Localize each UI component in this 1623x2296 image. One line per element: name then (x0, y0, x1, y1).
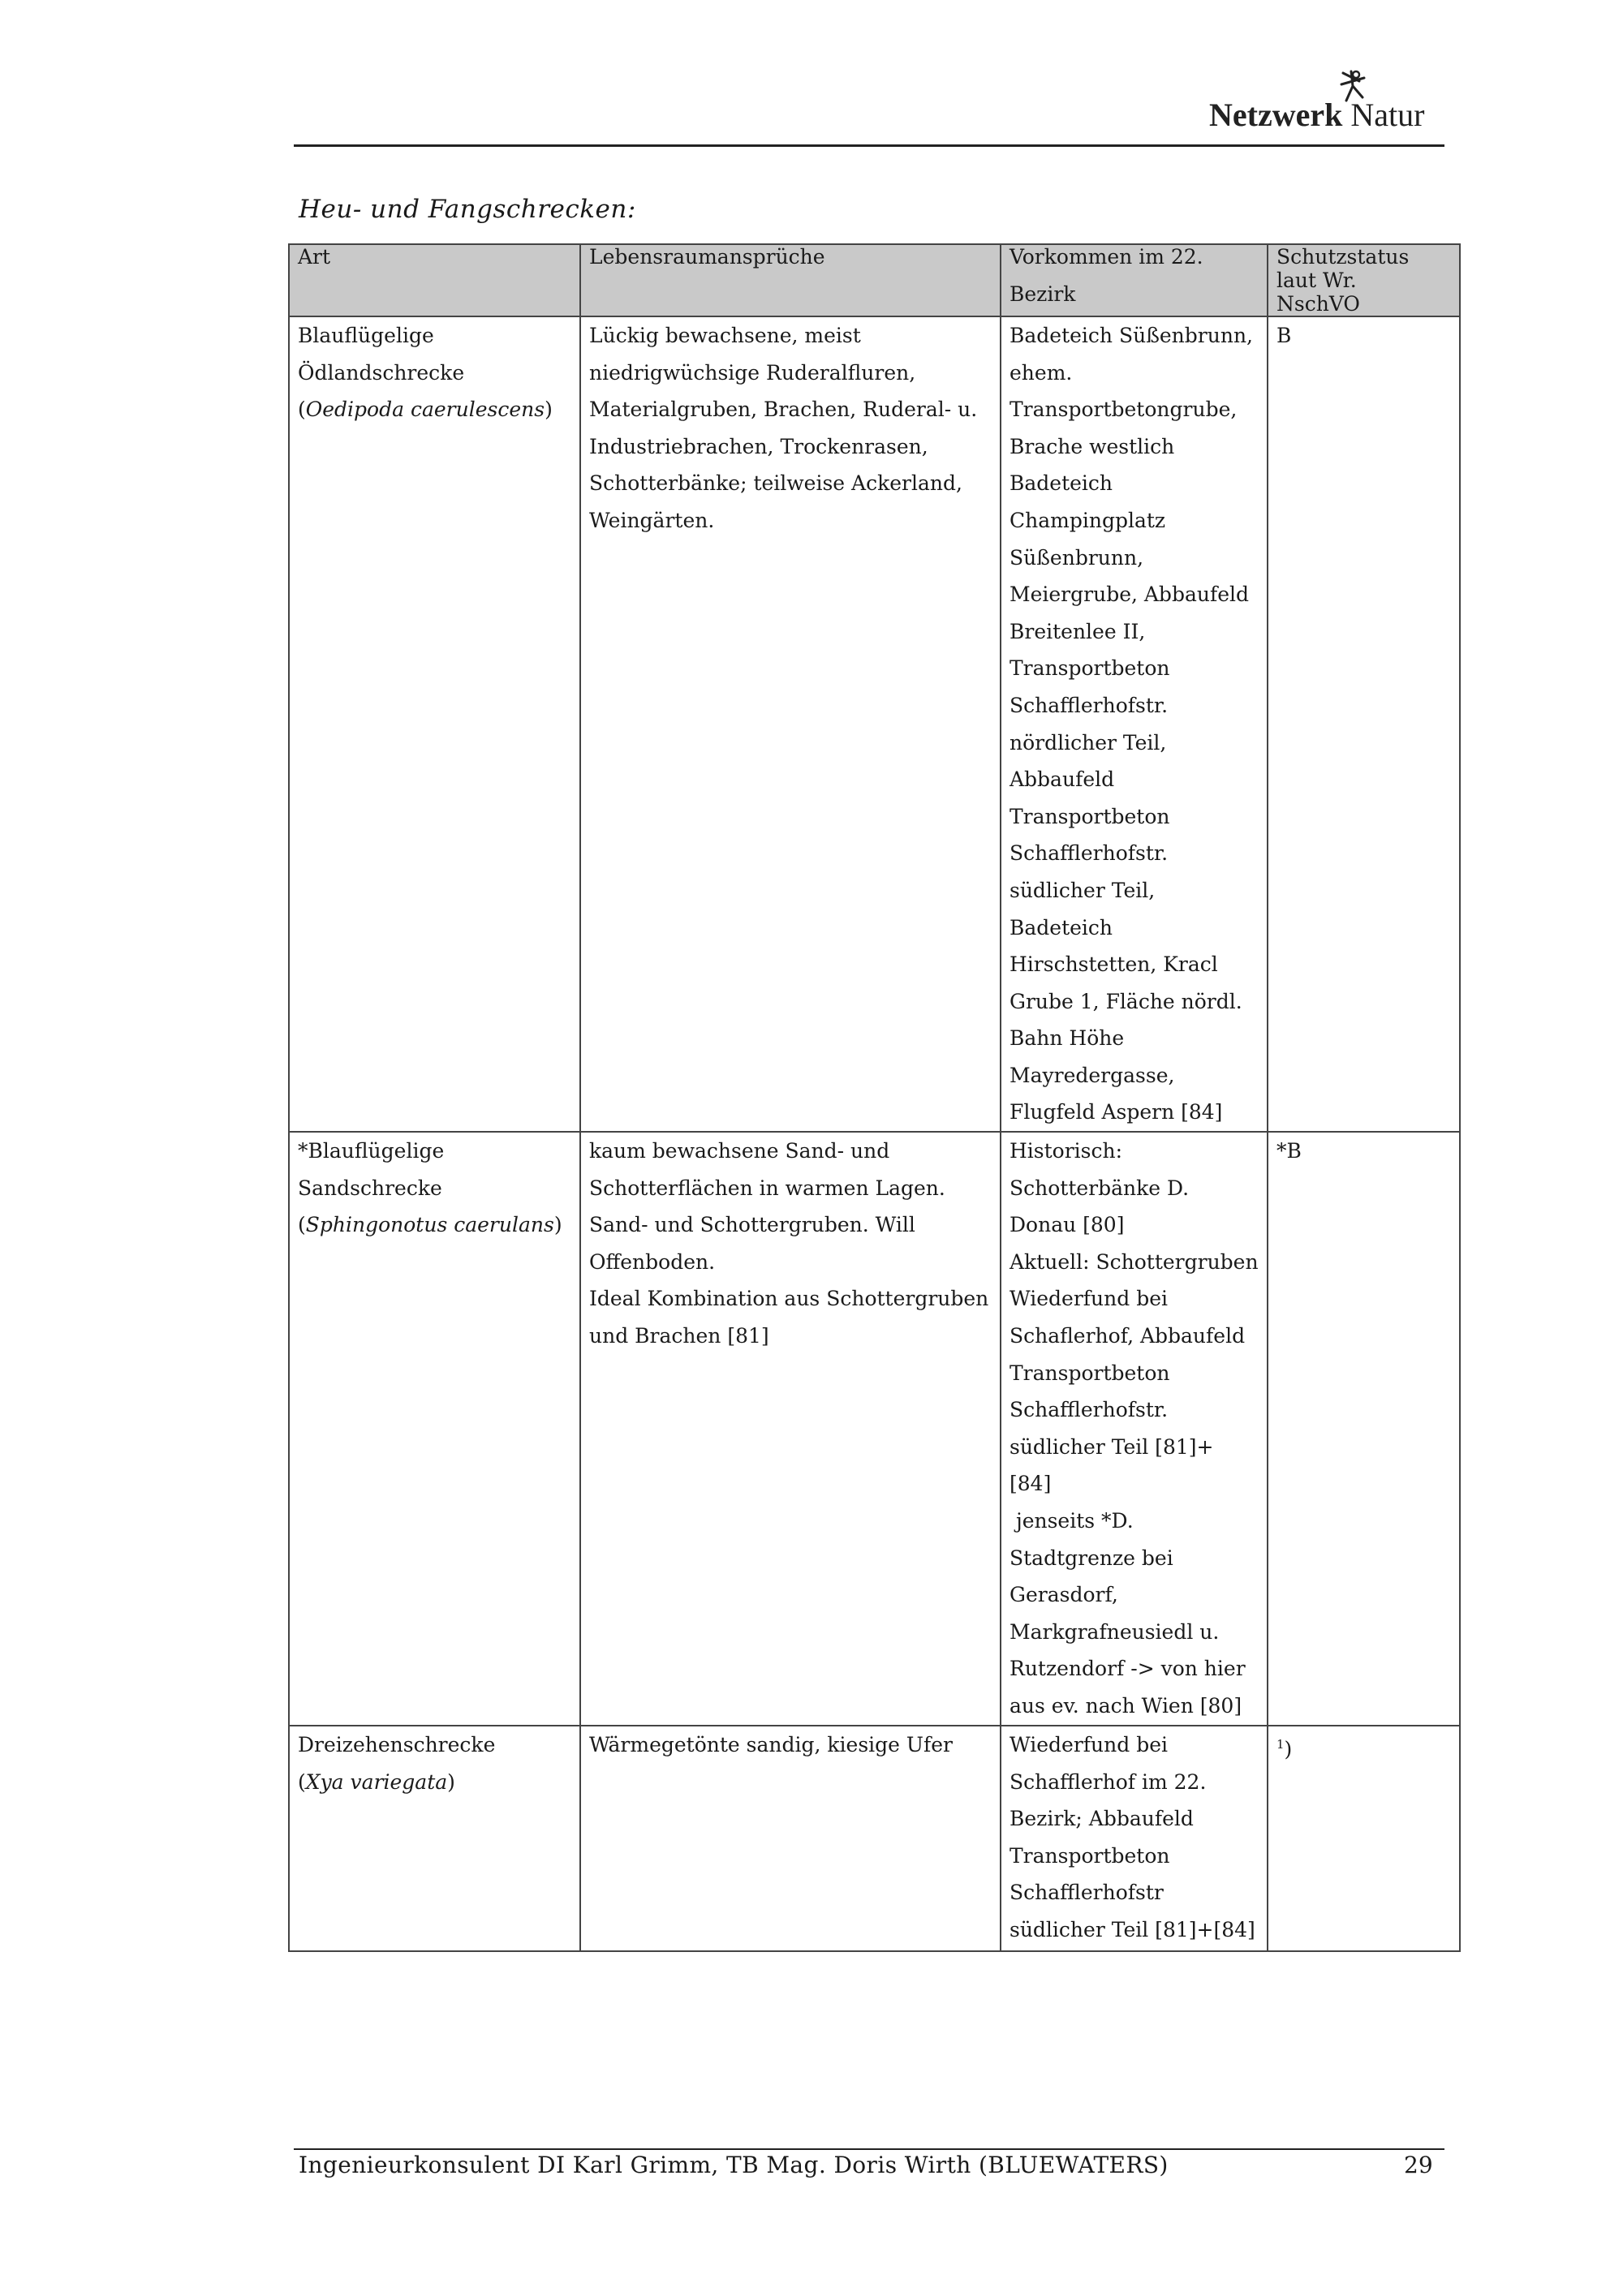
footer-rule (294, 2148, 1444, 2150)
species-name-cell: *Blauflügelige Sandschrecke (Sphingonotus caerulans) (289, 1132, 580, 1726)
netzwerk-natur-logo (1209, 67, 1453, 131)
table-row (289, 1726, 1460, 1951)
column-header-vorkommen: Vorkommen im 22. Bezirk (1001, 244, 1268, 316)
table-row (289, 1132, 1460, 1726)
footnote-marker: 1 (1276, 1737, 1285, 1752)
column-header-schutzstatus: Schutzstatus laut Wr. NschVO (1268, 244, 1460, 316)
occurrence-cell: Wiederfund bei Schafflerhof im 22. Bezirk; Abbaufeld Transportbeton Schafflerhofstr südlicher Teil [81]+[84] (1001, 1726, 1268, 1951)
habitat-cell: Wärmegetönte sandig, kiesige Ufer (580, 1726, 1001, 1951)
page-number: 29 (1404, 2152, 1433, 2178)
habitat-cell: kaum bewachsene Sand- und Schotterflächen in warmen Lagen. Sand- und Schottergruben. Will Offenboden. Ideal Kombination aus Schottergruben und Brachen [81] (580, 1132, 1001, 1726)
species-name-cell: Blauflügelige Ödlandschrecke (Oedipoda caerulescens) (289, 316, 580, 1132)
protection-status-cell: $^1$) (1268, 1726, 1460, 1951)
table-header-row (289, 244, 1460, 316)
species-table (288, 243, 1461, 1952)
species-name-cell: Dreizehenschrecke (Xya variegata) (289, 1726, 580, 1951)
column-header-art: Art (289, 244, 580, 316)
table-row (289, 316, 1460, 1132)
logo-text: Netzwerk Natur (1209, 97, 1425, 133)
occurrence-cell: Badeteich Süßenbrunn, ehem. Transportbetongrube, Brache westlich Badeteich Champingplatz Süßenbrunn, Meiergrube, Abbaufeld Breitenlee II, Transportbeton Schafflerhofstr. nördlicher Teil, Abbaufeld Transportbeton Schafflerhofstr. südlicher Teil, Badeteich Hirschstetten, Kracl Grube 1, Fläche nördl. Bahn Höhe Mayredergasse, Flugfeld Aspern [84] (1001, 316, 1268, 1132)
habitat-cell: Lückig bewachsene, meist niedrigwüchsige Ruderalfluren, Materialgruben, Brachen, Ruderal- u. Industriebrachen, Trockenrasen, Schotterbänke; teilweise Ackerland, Weingärten. (580, 316, 1001, 1132)
section-title: Heu- und Fangschrecken: (299, 195, 636, 224)
protection-status-cell: *B (1268, 1132, 1460, 1726)
footer-author: Ingenieurkonsulent DI Karl Grimm, TB Mag. Doris Wirth (BLUEWATERS) (299, 2152, 1169, 2178)
occurrence-cell: Historisch: Schotterbänke D. Donau [80] Aktuell: Schottergruben Wiederfund bei Schaflerhof, Abbaufeld Transportbeton Schafflerhofstr. südlicher Teil [81]+ [84] jenseits *D. Stadtgrenze bei Gerasdorf, Markgrafneusiedl u. Rutzendorf -> von hier aus ev. nach Wien [80] (1001, 1132, 1268, 1726)
header-rule (294, 144, 1444, 147)
column-header-lebensraum: Lebensraumansprüche (580, 244, 1001, 316)
protection-status-cell: B (1268, 316, 1460, 1132)
